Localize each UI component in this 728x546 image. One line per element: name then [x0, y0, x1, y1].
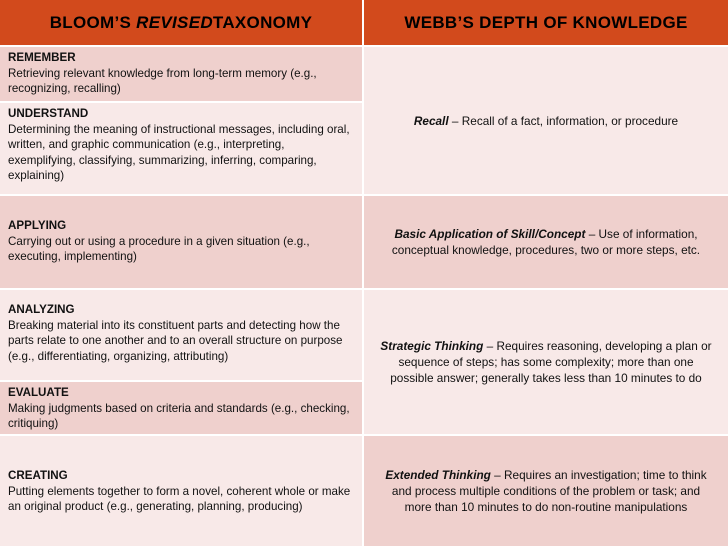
bloom-row-applying	[0, 196, 362, 288]
webb-desc: – Use of information, conceptual knowledge, procedures, two or more steps, etc.	[391, 227, 701, 257]
bloom-header-italic: REVISED	[136, 12, 213, 32]
webb-desc: – Recall of a fact, information, or procedure	[448, 113, 679, 128]
webb-term: Recall	[413, 113, 449, 128]
bloom-header	[0, 0, 362, 45]
webb-term: Extended Thinking	[385, 468, 491, 482]
bloom-term: ANALYZING	[8, 303, 75, 316]
webb-desc: – Requires reasoning, developing a plan or sequence of steps; has some complexity; more than one possible answer; generally takes less than 10 minutes to do	[390, 339, 712, 385]
bloom-row-creating	[0, 436, 362, 546]
webb-header: WEBB’S DEPTH OF KNOWLEDGE	[364, 0, 728, 45]
webb-row-basic-application	[364, 196, 728, 288]
bloom-row-understand	[0, 103, 362, 194]
bloom-desc: Carrying out or using a procedure in a given situation (e.g., executing, implementing)	[8, 234, 310, 263]
bloom-desc: Determining the meaning of instructional messages, including oral, written, and graphic communication (e.g., interpreting, exemplifying, classifying, summarizing, inferring, comparing, explaining)	[8, 122, 350, 182]
bloom-desc: Putting elements together to form a novel, coherent whole or make an original product (e.g., generating, planning, producing)	[8, 484, 351, 513]
bloom-term: APPLYING	[8, 219, 67, 232]
bloom-row-evaluate	[0, 382, 362, 434]
webb-desc: – Requires an investigation; time to think and process multiple conditions of the problem or task; and more than 10 minutes to do non-routine manipulations	[391, 468, 707, 514]
bloom-header-part2: TAXONOMY	[212, 12, 313, 32]
bloom-desc: Breaking material into its constituent parts and detecting how the parts relate to one another and to an overall structure on purpose (e.g., differentiating, organizing, attributing)	[8, 318, 343, 363]
bloom-row-remember	[0, 47, 362, 101]
bloom-header-part1: BLOOM’S	[49, 12, 132, 32]
bloom-term: CREATING	[8, 469, 68, 482]
webb-row-strategic-thinking	[364, 290, 728, 434]
webb-term: Basic Application of Skill/Concept	[394, 227, 586, 241]
bloom-term: UNDERSTAND	[8, 107, 89, 120]
bloom-term: EVALUATE	[8, 386, 69, 399]
webb-term: Strategic Thinking	[380, 339, 484, 353]
webb-row-extended-thinking	[364, 436, 728, 546]
bloom-desc: Retrieving relevant knowledge from long-term memory (e.g., recognizing, recalling)	[8, 66, 317, 95]
bloom-desc: Making judgments based on criteria and standards (e.g., checking, critiquing)	[8, 401, 350, 430]
bloom-term: REMEMBER	[8, 51, 76, 64]
webb-row-recall	[364, 47, 728, 194]
bloom-row-analyzing	[0, 290, 362, 380]
